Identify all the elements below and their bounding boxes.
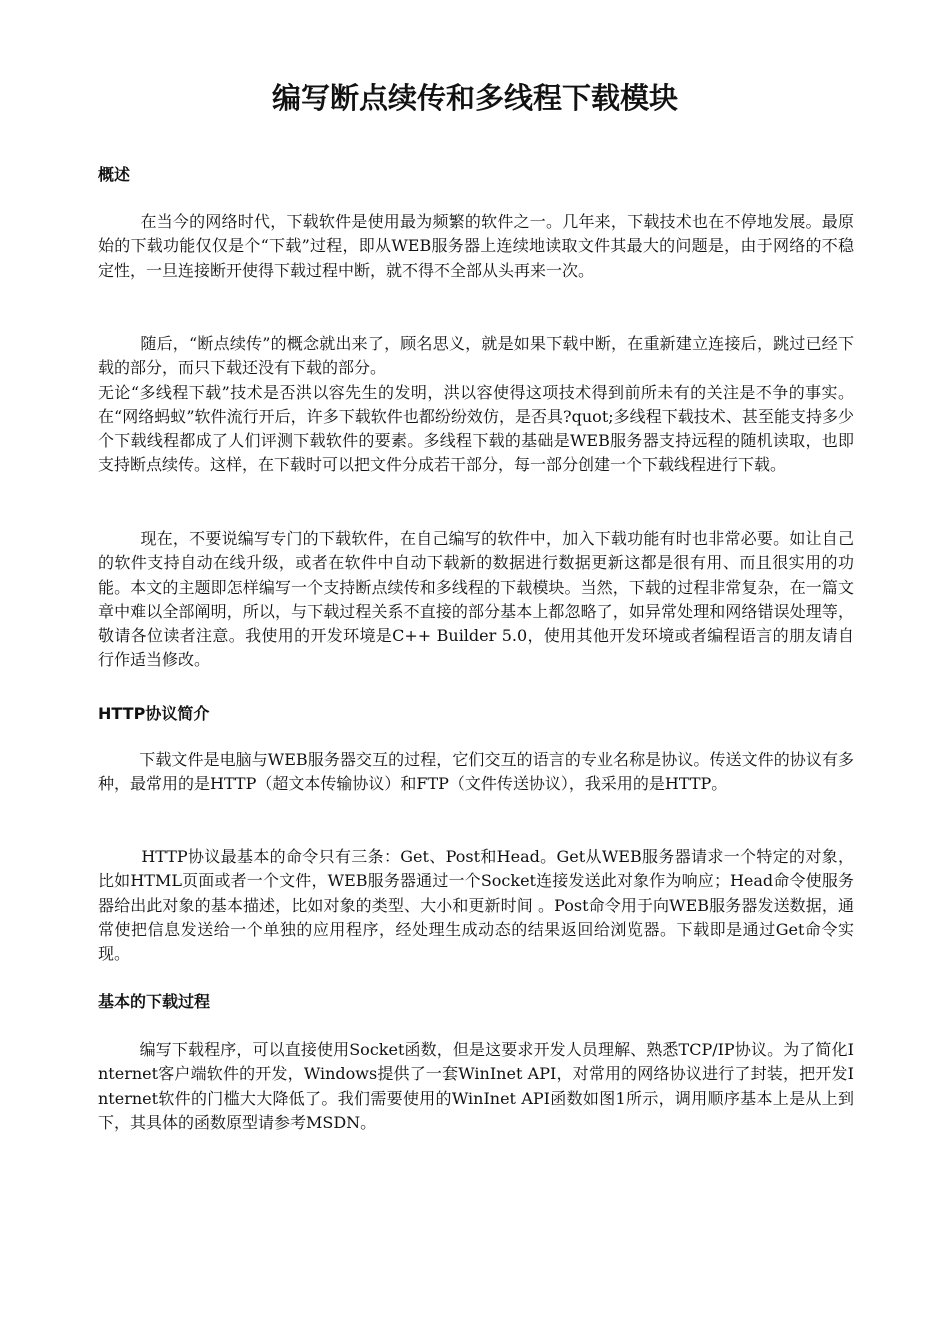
document-title: 编写断点续传和多线程下载模块 [271, 81, 678, 115]
paragraph: 编写下载程序，可以直接使用Socket函数，但是这要求开发人员理解、熟悉TCP/IP协议。为了简化Internet客户端软件的开发，Windows提供了一套WinInet API，对常用的网络协议进行了封装，把开发Internet软件的门槛大大降低了。我们需要使用的WinInet API函数如图1所示，调用顺序基本上是从上到下，其具体的函数原型请参考MSDN。 [98, 1040, 854, 1132]
paragraph: 现在，不要说编写专门的下载软件，在自己编写的软件中，加入下载功能有时也非常必要。如让自己的软件支持自动在线升级，或者在软件中自动下载新的数据进行数据更新这都是很有用、而且很实用的功能。本文的主题即怎样编写一个支持断点续传和多线程的下载模块。当然，下载的过程非常复杂，在一篇文章中难以全部阐明，所以，与下载过程关系不直接的部分基本上都忽略了，如异常处理和网络错误处理等，敬请各位读者注意。我使用的开发环境是C++ Builder 5.0，使用其他开发环境或者编程语言的朋友请自行作适当修改。 [98, 529, 854, 670]
section-heading-overview: 概述 [98, 165, 131, 184]
paragraph: 随后，“断点续传”的概念就出来了，顾名思义，就是如果下载中断，在重新建立连接后，跳过已经下载的部分，而只下载还没有下载的部分。 无论“多线程下载”技术是否洪以容先生的发明，洪以容使得这项技术得到前所未有的关注是不争的事实。在“网络蚂蚁”软件流行开后，许多下载软件也都纷纷效仿，是否具?quot;多线程下载技术、甚至能支持多少个下载线程都成了人们评测下载软件的要素。多线程下载的基础是WEB服务器支持远程的随机读取，也即支持断点续传。这样，在下载时可以把文件分成若干部分，每一部分创建一个下载线程进行下载。 [98, 334, 854, 475]
section-heading-http: HTTP协议简介 [98, 704, 210, 723]
paragraph: 在当今的网络时代，下载软件是使用最为频繁的软件之一。几年来，下载技术也在不停地发展。最原始的下载功能仅仅是个“下载”过程，即从WEB服务器上连续地读取文件其最大的问题是，由于网络的不稳定性，一旦连接断开使得下载过程中断，就不得不全部从头再来一次。 [98, 212, 854, 280]
paragraph: HTTP协议最基本的命令只有三条：Get、Post和Head。Get从WEB服务器请求一个特定的对象，比如HTML页面或者一个文件，WEB服务器通过一个Socket连接发送此对象作为响应；Head命令使服务器给出此对象的基本描述，比如对象的类型、大小和更新时间 。Post命令用于向WEB服务器发送数据，通常使把信息发送给一个单独的应用程序，经处理生成动态的结果返回给浏览器。下载即是通过Get命令实现。 [98, 847, 854, 964]
section-heading-download-process: 基本的下载过程 [98, 992, 211, 1011]
paragraph: 下载文件是电脑与WEB服务器交互的过程，它们交互的语言的专业名称是协议。传送文件的协议有多种，最常用的是HTTP（超文本传输协议）和FTP（文件传送协议），我采用的是HTTP。 [98, 750, 855, 794]
